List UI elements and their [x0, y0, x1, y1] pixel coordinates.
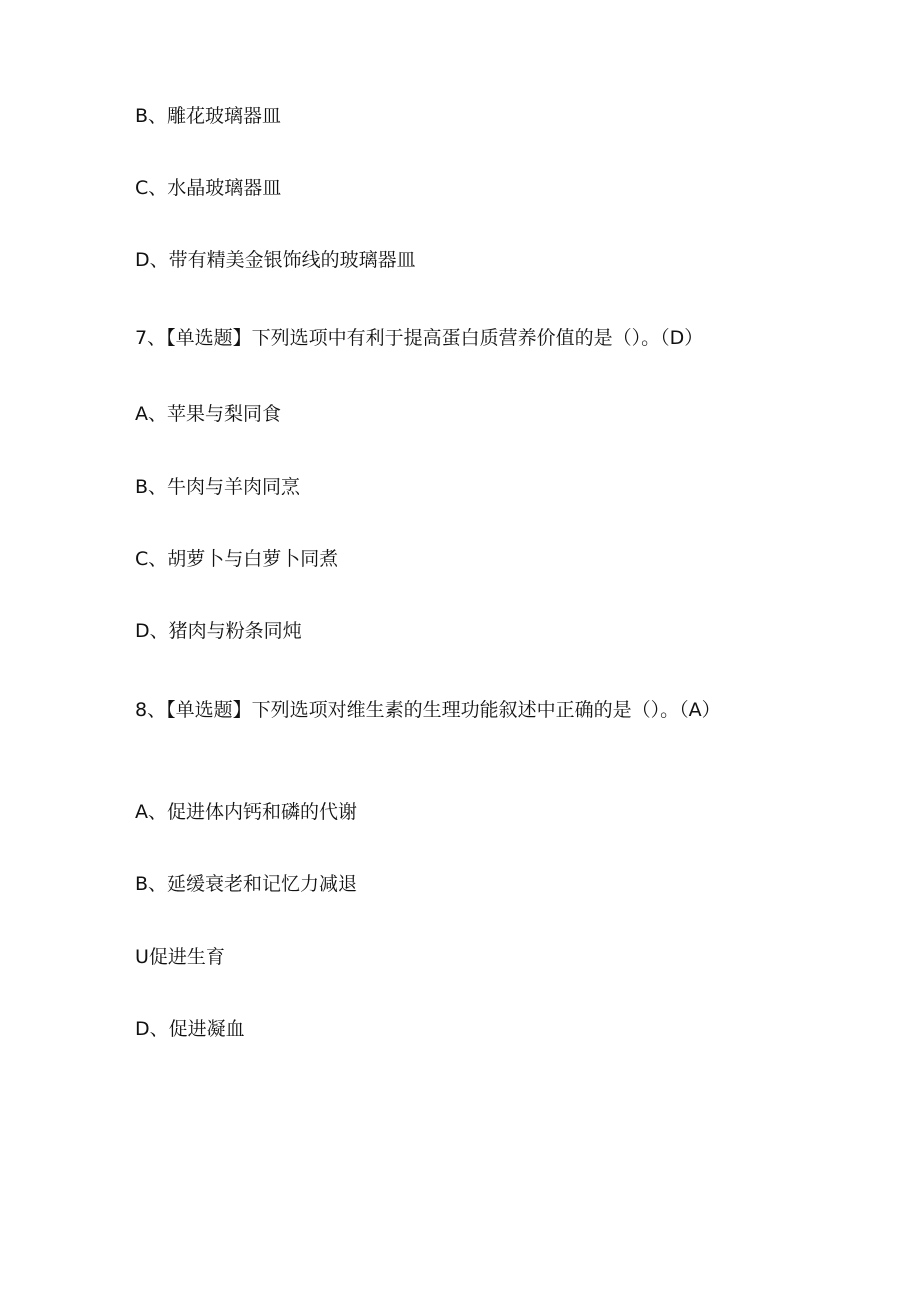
option-c-line: C、水晶玻璃器皿	[135, 177, 282, 199]
question-7-option-a: A、苹果与梨同食	[135, 403, 281, 425]
question-7-option-d: D、猪肉与粉条同炖	[135, 620, 302, 642]
question-7-option-c: C、胡萝卜与白萝卜同煮	[135, 548, 339, 570]
option-b-line: B、雕花玻璃器皿	[135, 105, 282, 127]
question-7: 7、【单选题】下列选项中有利于提高蛋白质营养价值的是（）。（D）	[135, 327, 704, 349]
question-8-option-d: D、促进凝血	[135, 1018, 245, 1040]
question-8-option-b: B、延缓衰老和记忆力减退	[135, 873, 358, 895]
question-8-option-c: U促进生育	[135, 946, 225, 968]
question-8-option-a: A、促进体内钙和磷的代谢	[135, 801, 357, 823]
question-8: 8、【单选题】下列选项对维生素的生理功能叙述中正确的是（）。（A）	[135, 699, 721, 721]
question-7-option-b: B、牛肉与羊肉同烹	[135, 476, 301, 498]
option-d-line: D、带有精美金银饰线的玻璃器皿	[135, 249, 416, 271]
